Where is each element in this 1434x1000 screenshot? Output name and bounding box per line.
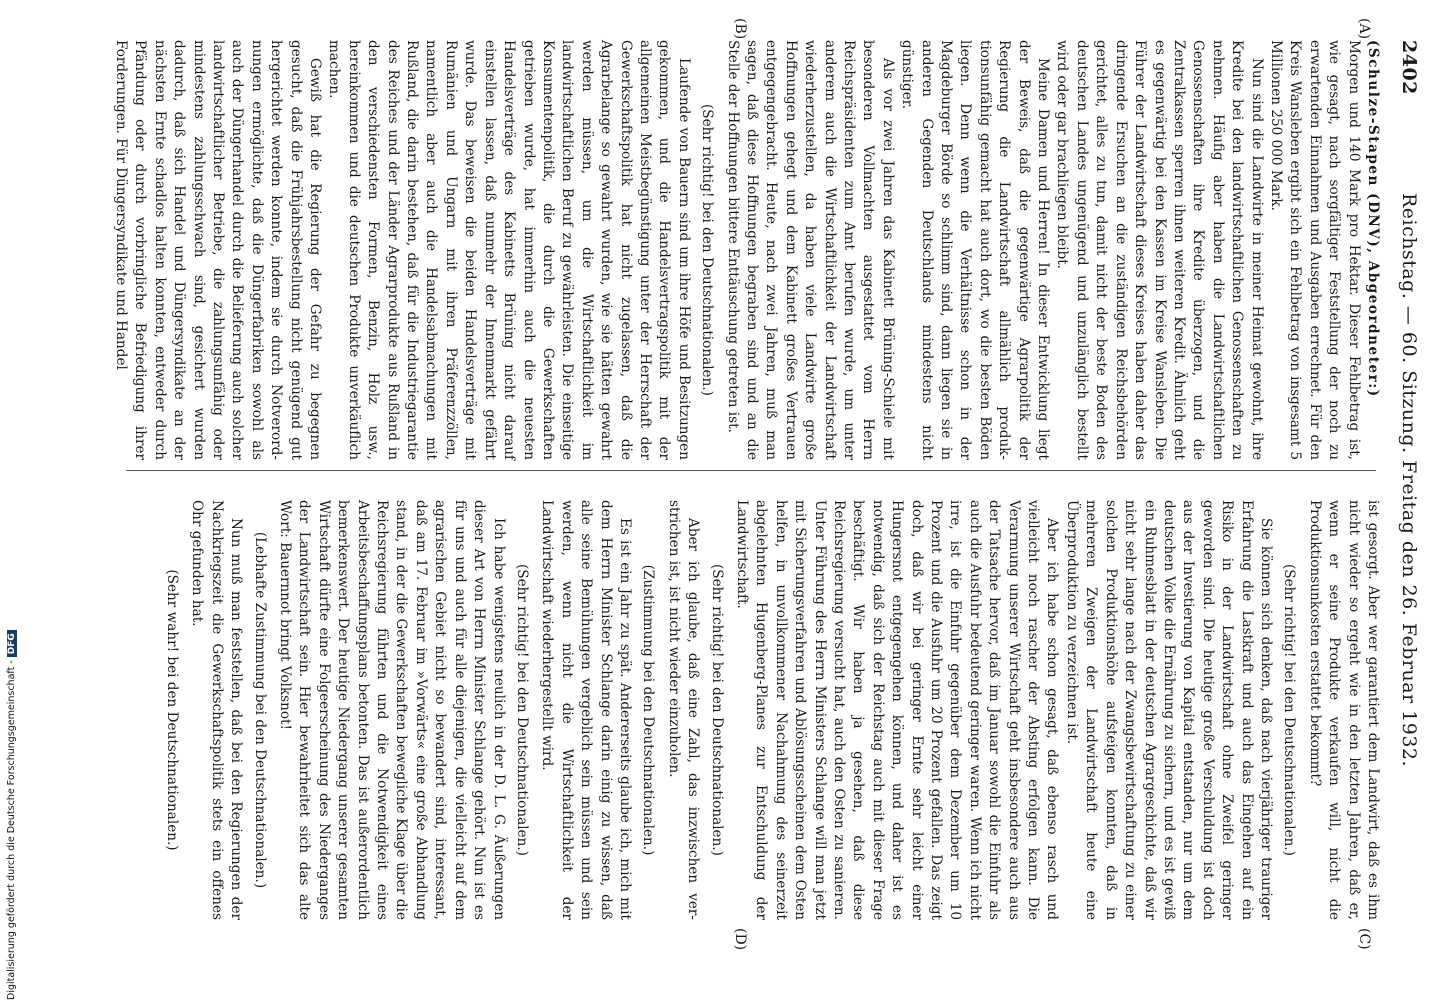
column-divider	[126, 470, 1376, 471]
left-column	[113, 40, 1382, 460]
interjection: (Sehr wahr! bei den Deutschnationalen.)	[164, 569, 181, 851]
interjection: (Sehr richtig! bei den Deutschnationalen.)	[513, 564, 530, 856]
paragraph: Gewiß hat die Regierung der Gefahr zu begegnen gesucht, daß die Frühjahrsbestellung nicht genügend gut hergerichtet werden konnte, indem sie durch Notverordnungen ermöglichte, daß die Düngerfabriken sowohl als auch der Düngerhandel durch die Belieferung auch solcher landwirtschaftlicher Betriebe, die zahlungsunfähig oder mindestens zahlungsschwach sind, gesichert wurden dadurch, daß sich Handel und Düngersyndikate an der nächsten Ernte schadlos halten konnten, entweder durch Pfändung oder durch vorbringliche Befriedigung ihrer Forderungen. Für Düngersyndikate und Handel	[113, 40, 324, 460]
interjection: (Zustimmung bei den Deutschnationalen.)	[640, 564, 657, 856]
paragraph: Morgen und 140 Mark pro Hektar. Dieser Fehlbetrag ist, wie gesagt, nach sorgfältiger Feststellung der noch zu erwartenden Einnahmen und Ausgaben errechnet. Für den Kreis Wansleben ergibt sich ein Fehlbetrag von insgesamt 5 Millionen 250 000 Mark.	[1267, 40, 1362, 460]
paragraph: Sie können sich denken, daß nach vierjähriger trauriger Erfahrung die Lastkraft und auch das Eingehen auf ein Risiko in der Landwirtschaft ohne Zweifel geringer geworden sind. Die heutige große Verschuldung ist doch aus der Investierung von Kapital entstanden, nur um dem deutschen Volke die Ernährung zu sichern, und es ist gewiß ein Ruhmesblatt in der deutschen Agrargeschichte, daß wir nicht sehr lange nach der Zwangsbewirtschaftung zu einer solchen Produktionshöhe aufsteigen konnten, daß in mehreren Zweigen der Landwirtschaft heute eine Überproduktion zu verzeichnen ist.	[1063, 500, 1274, 920]
speaker-line: (Schulze-Stapen (DNV), Abgeordneter:)	[1365, 40, 1381, 398]
paragraph: Aber ich glaube, daß eine Zahl, das inzwischen verstrichen ist, ist nicht wieder einzuholen.	[665, 500, 702, 920]
running-head: Reichstag. — 60. Sitzung. Freitag den 26. Februar 1932.	[1398, 192, 1420, 768]
margin-marker-b: (B)	[732, 18, 748, 40]
paragraph: Ich habe wenigstens neulich in der D. L. G. Äußerungen dieser Art von Herrn Minister Schlange gehört. Nun ist es für uns und auch für alle diejenigen, die vielleicht auf dem agrarischen Gebiet nicht so bewandert sind, interessant, daß am 17. Februar im »Vorwärts« eine große Abhandlung stand, in der die Gewerkschaften bewegliche Klage über die Reichsregierung führten und die Notwendigkeit eines Arbeitsbeschaffungsplans betonten. Das ist außerordentlich bemerkenswert. Der heutige Niedergang unserer gesamten Wirtschaft dürfte eine Folgeerscheinung des Niederganges der Landwirtschaft sein. Hier bewahrheitet sich das alte Wort: Bauernnot bringt Volksnot!	[277, 500, 507, 920]
credit-text: Digitalisierung gefördert durch die Deutsche Forschungsgemeinschaft -	[6, 660, 17, 1000]
paragraph: Meine Damen und Herren! In dieser Entwicklung liegt der Beweis, daß die gegenwärtige Agrarpolitik der Regierung die Landwirtschaft allmählich produktionsunfähig gemacht hat auch dort, wo die besten Böden liegen. Denn wenn die Verhältnisse schon in der Magdeburger Börde so schlimm sind, dann liegen sie in anderen Gegenden Deutschlands mindestens nicht günstiger.	[899, 40, 1052, 460]
paragraph: Aber ich habe schon gesagt, daß ebenso rasch und vielleicht noch rascher der Absting erfolgen kann. Die Verarmung unserer Wirtschaft geht insbesondere auch aus der Tatsache hervor, daß im Januar sowohl die Einfuhr als auch die Ausfuhr bedeutend geringer waren. Wenn ich nicht irre, ist die Einfuhr gegenüber dem Dezember um 10 Prozent und die Ausfuhr um 20 Prozent gefallen. Das zeigt doch, daß wir bei geringer Ernte sehr leicht einer Hungersnot entgegengehen können, und daher ist es notwendig, daß sich der Reichstag auch mit dieser Frage beschäftigt. Wir haben ja gesehen, daß diese Reichsregierung versucht hat, auch den Osten zu sanieren. Unter Führung des Herrn Ministers Schlange will man jetzt mit Sicherungsverfahren und Ablösungsscheinen dem Osten helfen, in unvollkommener Nachahmung des seinerzeit abgelehnten Hugenberg-Planes zur Entschuldung der Landwirtschaft.	[734, 500, 1061, 920]
right-column	[122, 500, 1382, 920]
paragraph: Nun sind die Landwirte in meiner Heimat gewohnt, ihre Kredite bei den landwirtschaftlichen Genossenschaften zu nehmen. Häufig aber haben die Landwirtschaftlichen Genossenschaften ihre Kredite überzogen, und die Zentralkassen sperren ihnen weiteren Kredit. Ähnlich geht es gegenwärtig bei den Kassen im Kreise Wansleben. Die Führer der Landwirtschaft dieses Kreises haben daher das dringende Ersuchen an die zuständigen Reichsbehörden gerichtet, alles zu tun, damit nicht der beste Boden des deutschen Landes ungenügend und unzulänglich bestellt wird oder gar brachliegen bleibt.	[1054, 40, 1265, 460]
margin-marker-d: (D)	[732, 928, 748, 951]
interjection: (Sehr richtig! bei den Deutschnationalen.)	[708, 564, 725, 856]
margin-marker-a: (A)	[1356, 18, 1372, 40]
page-number: 2402	[1398, 40, 1420, 95]
interjection: (Sehr richtig! bei den Deutschnationalen.)	[699, 104, 716, 396]
paragraph: Laufende von Bauern sind um ihre Höfe und Besitzungen gekommen, und die Handelsvertragspolitik mit der allgemeinen Meistbegünstigung unter der Herrschaft der Gewerkschaftspolitik hat nicht zugelassen, daß die Agrarbelange so gewahrt wurden, wie sie hätten gewahrt werden müssen, um die Wirtschaftlichkeit im landwirtschaftlichen Beruf zu gewährleisten. Die einseitige Konsumentenpolitik, die durch die Gewerkschaften getrieben wurde, hat immerhin auch die neuesten Handelsverträge des Kabinetts Brüning nicht darauf einstellen lassen, daß nunmehr der Innenmarkt gefährt wurde. Das beweisen die beiden Handelsverträge mit Rumänien und Ungarn mit ihren Präferenzzöllen, namentlich aber auch die Handelsabmachungen mit Rußland, die darin bestehen, daß für die Industriegarantie des Reiches und der Länder Agrarprodukte aus Rußland in den verschiedensten Formen, Benzin, Holz usw., hereinkommen und die deutschen Produkte unverkäuflich machen.	[326, 40, 692, 460]
interjection: (Lebhafte Zustimmung bei den Deutschnationalen.)	[251, 531, 268, 889]
digitization-credit	[6, 400, 17, 1000]
paragraph: Als vor zwei Jahren das Kabinett Brüning-Schiele mit besonderen Vollmachten ausgestattet vom Herrn Reichspräsidenten zum Amt berufen wurde, um unter anderem auch die Wirtschaftlichkeit der Landwirtschaft wiederherzustellen, da haben viele Landwirte große Hoffnungen gehegt und dem Kabinett großes Vertrauen entgegengebracht. Heute, nach zwei Jahren, muß man sagen, daß diese Hoffnungen begraben sind und an die Stelle der Hoffnungen bittere Enttäuschung getreten ist.	[724, 40, 896, 460]
paragraph: Es ist ein Jahr zu spät. Andererseits glaube ich, mich mit dem Herrn Minister Schlange darin einig zu wissen, daß alle seine Bemühungen vergeblich sein müssen und sein werden, wenn nicht die Wirtschaftlichkeit der Landwirtschaft wiederhergestellt wird.	[539, 500, 633, 920]
document-page	[104, 0, 1434, 1000]
margin-marker-c: (C)	[1356, 928, 1372, 950]
interjection: (Sehr richtig! bei den Deutschnationalen.)	[1281, 564, 1298, 856]
dfg-logo: DFG	[7, 630, 17, 657]
page-header	[1386, 40, 1426, 920]
paragraph: ist gesorgt. Aber wer garantiert dem Landwirt, daß es ihm nicht wieder so ergeht wie in den letzten Jahren, daß er, wenn er seine Produkte verkaufen will, nicht die Produktionsunkosten erstattet bekommt?	[1306, 500, 1381, 920]
paragraph: Nun muß man feststellen, daß bei den Regierungen der Nachkriegszeit die Gewerkschaftspolitik stets ein offenes Ohr gefunden hat.	[189, 500, 245, 920]
